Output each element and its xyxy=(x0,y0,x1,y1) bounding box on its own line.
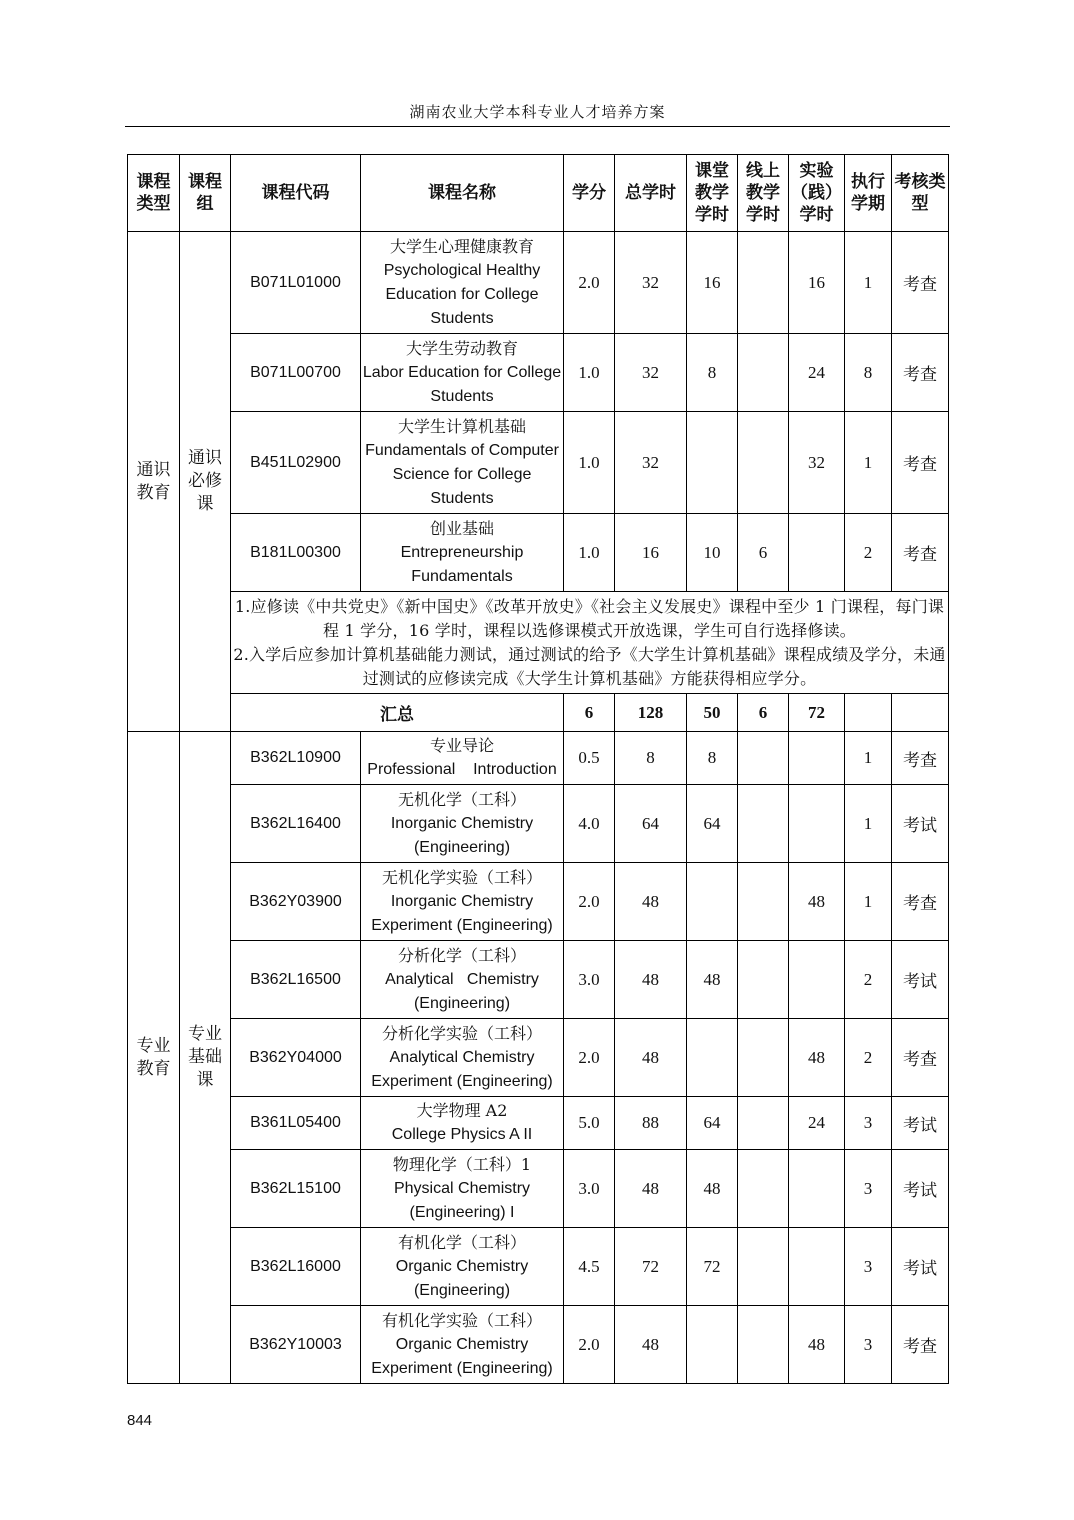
course-name-cn: 分析化学实验（工科） xyxy=(381,1023,542,1043)
online-hours-cell: 6 xyxy=(738,514,789,592)
header-type-text: 课程类型 xyxy=(136,172,171,214)
credit-cell: 2.0 xyxy=(564,232,615,334)
total-hours-cell: 48 xyxy=(615,1306,687,1384)
lab-hours-cell: 48 xyxy=(789,1306,845,1384)
lab-hours-cell: 24 xyxy=(789,334,845,412)
assessment-cell: 考查 xyxy=(892,334,949,412)
course-name-en: Professional Introduction xyxy=(367,761,557,778)
lab-hours-cell xyxy=(789,941,845,1019)
table-row xyxy=(128,1228,949,1306)
course-code-cell: B071L00700 xyxy=(231,334,361,412)
lab-hours-cell: 48 xyxy=(789,863,845,941)
online-hours-cell xyxy=(738,1097,789,1150)
course-name-cn: 无机化学（工科） xyxy=(397,789,526,809)
course-code-cell: B362L16500 xyxy=(231,941,361,1019)
credit-cell: 5.0 xyxy=(564,1097,615,1150)
lab-hours-cell xyxy=(789,785,845,863)
credit-cell: 1.0 xyxy=(564,412,615,514)
online-hours-cell xyxy=(738,1150,789,1228)
table-row xyxy=(128,732,949,785)
course-name-en: Organic Chemistry (Engineering) xyxy=(395,1257,533,1299)
assessment-cell: 考试 xyxy=(892,1150,949,1228)
online-hours-cell xyxy=(738,1306,789,1384)
credit-cell: 2.0 xyxy=(564,1306,615,1384)
online-hours-cell xyxy=(738,785,789,863)
lab-hours-cell xyxy=(789,1150,845,1228)
course-name-cn: 大学生计算机基础 xyxy=(397,416,526,436)
course-name-cell xyxy=(361,1306,564,1384)
online-hours-cell xyxy=(738,1019,789,1097)
header-credit: 学分 xyxy=(564,155,615,232)
summary-row xyxy=(128,694,949,732)
semester-cell: 3 xyxy=(845,1306,892,1384)
assessment-cell: 考试 xyxy=(892,1228,949,1306)
course-group-text: 通识必修课 xyxy=(188,448,222,514)
credit-cell: 1.0 xyxy=(564,514,615,592)
semester-cell: 3 xyxy=(845,1150,892,1228)
header-assessment-text: 考核类型 xyxy=(894,172,946,214)
page-number: 844 xyxy=(127,1412,153,1429)
online-hours-cell xyxy=(738,334,789,412)
semester-cell: 1 xyxy=(845,863,892,941)
total-hours-cell: 88 xyxy=(615,1097,687,1150)
course-name-en: Inorganic Chemistry (Engineering) xyxy=(390,814,538,856)
table-row xyxy=(128,1150,949,1228)
summary-lab-hours: 72 xyxy=(789,694,845,732)
summary-label: 汇总 xyxy=(231,694,564,732)
class-hours-cell: 64 xyxy=(687,785,738,863)
course-name-cn: 物理化学（工科）1 xyxy=(392,1154,532,1174)
course-name-cell xyxy=(361,514,564,592)
online-hours-cell xyxy=(738,412,789,514)
course-group-cell xyxy=(180,232,231,732)
course-name-cn: 无机化学实验（工科） xyxy=(381,867,542,887)
table-header-row xyxy=(128,155,949,232)
course-name-en: Physical Chemistry (Engineering) I xyxy=(393,1179,535,1221)
header-semester xyxy=(845,155,892,232)
total-hours-cell: 32 xyxy=(615,232,687,334)
table-row xyxy=(128,1306,949,1384)
header-class-hours xyxy=(687,155,738,232)
total-hours-cell: 48 xyxy=(615,1150,687,1228)
assessment-cell: 考查 xyxy=(892,232,949,334)
credit-cell: 2.0 xyxy=(564,863,615,941)
table-row xyxy=(128,514,949,592)
semester-cell: 8 xyxy=(845,334,892,412)
course-name-en: Labor Education for College Students xyxy=(362,363,566,405)
notes-cell xyxy=(231,592,949,694)
assessment-cell: 考查 xyxy=(892,514,949,592)
course-code-cell: B362Y03900 xyxy=(231,863,361,941)
course-name-en: Inorganic Chemistry Experiment (Engineering) xyxy=(371,892,553,934)
assessment-cell: 考查 xyxy=(892,1019,949,1097)
course-table xyxy=(127,154,949,1384)
lab-hours-cell: 16 xyxy=(789,232,845,334)
course-name-en: Psychological Healthy Education for College Students xyxy=(383,261,545,327)
lab-hours-cell: 32 xyxy=(789,412,845,514)
page-header-title: 湖南农业大学本科专业人才培养方案 xyxy=(125,98,950,127)
table-row xyxy=(128,412,949,514)
course-name-cell xyxy=(361,732,564,785)
summary-assessment xyxy=(892,694,949,732)
summary-credit: 6 xyxy=(564,694,615,732)
course-code-cell: B362Y10003 xyxy=(231,1306,361,1384)
course-type-cell xyxy=(128,232,180,732)
total-hours-cell: 8 xyxy=(615,732,687,785)
course-name-cell xyxy=(361,1228,564,1306)
header-name: 课程名称 xyxy=(361,155,564,232)
class-hours-cell xyxy=(687,863,738,941)
assessment-cell: 考试 xyxy=(892,941,949,1019)
summary-semester xyxy=(845,694,892,732)
total-hours-cell: 16 xyxy=(615,514,687,592)
total-hours-cell: 32 xyxy=(615,412,687,514)
total-hours-cell: 48 xyxy=(615,1019,687,1097)
course-name-cn: 有机化学实验（工科） xyxy=(381,1310,542,1330)
summary-class-hours: 50 xyxy=(687,694,738,732)
semester-cell: 3 xyxy=(845,1228,892,1306)
course-name-cell xyxy=(361,785,564,863)
lab-hours-cell xyxy=(789,514,845,592)
semester-cell: 1 xyxy=(845,232,892,334)
header-lab-hours-text: 实验（践）学时 xyxy=(791,161,842,225)
lab-hours-cell xyxy=(789,1228,845,1306)
table-row xyxy=(128,1019,949,1097)
header-online-hours-text: 线上教学学时 xyxy=(746,161,780,225)
course-code-cell: B362L15100 xyxy=(231,1150,361,1228)
assessment-cell: 考查 xyxy=(892,1306,949,1384)
header-online-hours xyxy=(738,155,789,232)
course-name-cn: 大学物理 A2 xyxy=(416,1101,508,1120)
course-code-cell: B071L01000 xyxy=(231,232,361,334)
credit-cell: 1.0 xyxy=(564,334,615,412)
course-name-cell xyxy=(361,941,564,1019)
lab-hours-cell: 24 xyxy=(789,1097,845,1150)
class-hours-cell xyxy=(687,1019,738,1097)
table-row xyxy=(128,232,949,334)
course-code-cell: B362Y04000 xyxy=(231,1019,361,1097)
table-row xyxy=(128,1097,949,1150)
class-hours-cell: 64 xyxy=(687,1097,738,1150)
semester-cell: 1 xyxy=(845,785,892,863)
lab-hours-cell: 48 xyxy=(789,1019,845,1097)
note-1: 1.应修读《中共党史》《新中国史》《改革开放史》《社会主义发展史》课程中至少 1 门课程，每门课程 1 学分，16 学时，课程以选修课模式开放选课，学生可自行选择修读。 xyxy=(234,596,945,640)
course-group-text: 专业基础课 xyxy=(188,1024,222,1090)
total-hours-cell: 32 xyxy=(615,334,687,412)
lab-hours-cell xyxy=(789,732,845,785)
course-code-cell: B361L05400 xyxy=(231,1097,361,1150)
course-group-cell xyxy=(180,732,231,1384)
header-assessment xyxy=(892,155,949,232)
semester-cell: 3 xyxy=(845,1097,892,1150)
total-hours-cell: 64 xyxy=(615,785,687,863)
semester-cell: 2 xyxy=(845,941,892,1019)
course-name-en: Analytical Chemistry (Engineering) xyxy=(385,970,544,1012)
course-name-cn: 创业基础 xyxy=(429,518,494,538)
header-lab-hours xyxy=(789,155,845,232)
course-code-cell: B451L02900 xyxy=(231,412,361,514)
semester-cell: 2 xyxy=(845,514,892,592)
assessment-cell: 考试 xyxy=(892,785,949,863)
course-name-cell xyxy=(361,412,564,514)
course-name-cell xyxy=(361,232,564,334)
course-code-cell: B362L16000 xyxy=(231,1228,361,1306)
online-hours-cell xyxy=(738,941,789,1019)
summary-total-hours: 128 xyxy=(615,694,687,732)
header-type xyxy=(128,155,180,232)
assessment-cell: 考查 xyxy=(892,732,949,785)
course-name-en: Organic Chemistry Experiment (Engineering) xyxy=(371,1335,553,1377)
course-name-en: Entrepreneurship Fundamentals xyxy=(400,543,528,585)
total-hours-cell: 48 xyxy=(615,941,687,1019)
class-hours-cell xyxy=(687,412,738,514)
table-row xyxy=(128,334,949,412)
table-row xyxy=(128,785,949,863)
online-hours-cell xyxy=(738,863,789,941)
course-name-en: Analytical Chemistry Experiment (Engineering) xyxy=(371,1048,553,1090)
assessment-cell: 考试 xyxy=(892,1097,949,1150)
summary-online-hours: 6 xyxy=(738,694,789,732)
notes-row xyxy=(128,592,949,694)
course-name-cn: 专业导论 xyxy=(429,736,494,755)
course-code-cell: B181L00300 xyxy=(231,514,361,592)
class-hours-cell: 10 xyxy=(687,514,738,592)
course-code-cell: B362L16400 xyxy=(231,785,361,863)
course-name-cell xyxy=(361,1150,564,1228)
course-name-cn: 有机化学（工科） xyxy=(397,1232,526,1252)
course-name-cn: 分析化学（工科） xyxy=(397,945,526,965)
course-name-cell xyxy=(361,334,564,412)
header-class-hours-text: 课堂教学学时 xyxy=(695,161,729,225)
class-hours-cell: 8 xyxy=(687,334,738,412)
semester-cell: 1 xyxy=(845,412,892,514)
course-name-cn: 大学生心理健康教育 xyxy=(389,236,534,256)
note-2: 2.入学后应参加计算机基础能力测试，通过测试的给予《大学生计算机基础》课程成绩及学分，未通过测试的应修读完成《大学生计算机基础》方能获得相应学分。 xyxy=(233,644,946,688)
course-name-cell xyxy=(361,1097,564,1150)
semester-cell: 2 xyxy=(845,1019,892,1097)
course-name-cn: 大学生劳动教育 xyxy=(405,338,518,358)
assessment-cell: 考查 xyxy=(892,863,949,941)
credit-cell: 0.5 xyxy=(564,732,615,785)
header-group-text: 课程组 xyxy=(188,172,222,214)
class-hours-cell: 8 xyxy=(687,732,738,785)
assessment-cell: 考查 xyxy=(892,412,949,514)
header-total-hours: 总学时 xyxy=(615,155,687,232)
online-hours-cell xyxy=(738,232,789,334)
course-type-cell xyxy=(128,732,180,1384)
total-hours-cell: 48 xyxy=(615,863,687,941)
course-type-text: 通识教育 xyxy=(136,459,171,503)
total-hours-cell: 72 xyxy=(615,1228,687,1306)
semester-cell: 1 xyxy=(845,732,892,785)
header-semester-text: 执行学期 xyxy=(851,172,885,214)
class-hours-cell: 72 xyxy=(687,1228,738,1306)
table-row xyxy=(128,863,949,941)
credit-cell: 2.0 xyxy=(564,1019,615,1097)
table-row xyxy=(128,941,949,1019)
credit-cell: 4.5 xyxy=(564,1228,615,1306)
class-hours-cell: 48 xyxy=(687,941,738,1019)
course-name-cell xyxy=(361,1019,564,1097)
online-hours-cell xyxy=(738,1228,789,1306)
class-hours-cell xyxy=(687,1306,738,1384)
header-code: 课程代码 xyxy=(231,155,361,232)
class-hours-cell: 16 xyxy=(687,232,738,334)
course-name-en: Fundamentals of Computer Science for College Students xyxy=(365,441,564,507)
course-name-en: College Physics A II xyxy=(391,1126,533,1143)
class-hours-cell: 48 xyxy=(687,1150,738,1228)
course-type-text: 专业教育 xyxy=(136,1035,171,1079)
course-code-cell: B362L10900 xyxy=(231,732,361,785)
course-name-cell xyxy=(361,863,564,941)
credit-cell: 3.0 xyxy=(564,1150,615,1228)
credit-cell: 3.0 xyxy=(564,941,615,1019)
header-group xyxy=(180,155,231,232)
credit-cell: 4.0 xyxy=(564,785,615,863)
online-hours-cell xyxy=(738,732,789,785)
